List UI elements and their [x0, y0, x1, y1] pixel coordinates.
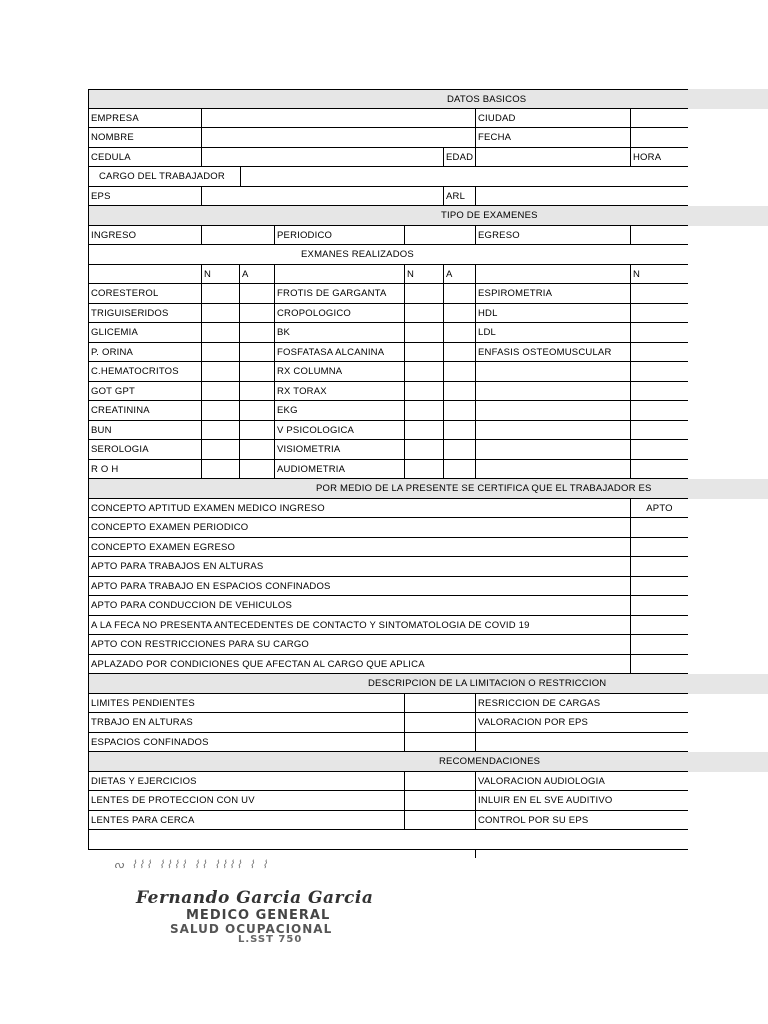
nombre-label: NOMBRE — [88, 128, 201, 148]
exam-name-col1: P. ORINA — [88, 343, 201, 363]
limitacion-title: DESCRIPCION DE LA LIMITACION O RESTRICCION — [88, 674, 688, 694]
datos-header-row — [88, 89, 768, 109]
exam-col-blank — [475, 265, 630, 285]
certifica-row — [88, 635, 768, 655]
exam-name-col1: C.HEMATOCRITOS — [88, 362, 201, 382]
certifica-checkbox[interactable] — [630, 577, 688, 597]
recomendacion-label-left: DIETAS Y EJERCICIOS — [88, 772, 404, 792]
exam-row — [88, 460, 768, 480]
medical-exam-form — [88, 89, 768, 858]
exam-n-checkbox[interactable] — [404, 401, 443, 421]
certifica-row — [88, 577, 768, 597]
exam-n-checkbox[interactable] — [404, 460, 443, 480]
exam-n-checkbox[interactable] — [404, 362, 443, 382]
stamp-name: Fernando Garcia Garcia — [136, 888, 374, 908]
certifica-row — [88, 655, 768, 675]
recomendacion-checkbox[interactable] — [404, 791, 475, 811]
exam-name-col3 — [475, 440, 630, 460]
exam-n-checkbox[interactable] — [630, 304, 688, 324]
limitacion-label-right: VALORACION POR EPS — [475, 713, 688, 733]
exam-name-col2: FROTIS DE GARGANTA — [274, 284, 404, 304]
exam-row — [88, 343, 768, 363]
exam-n-checkbox[interactable] — [201, 440, 239, 460]
trailing-line — [475, 850, 478, 858]
limitacion-checkbox[interactable] — [404, 733, 475, 753]
limitacion-row — [88, 713, 768, 733]
certifica-item-label: CONCEPTO EXAMEN EGRESO — [88, 538, 630, 558]
certifica-row — [88, 616, 768, 636]
exam-name-col3 — [475, 421, 630, 441]
eps-label: EPS — [88, 187, 201, 207]
exam-name-col2: BK — [274, 323, 404, 343]
exam-a-checkbox[interactable] — [443, 343, 475, 363]
blank-row — [88, 830, 768, 850]
certifica-checkbox[interactable] — [630, 616, 688, 636]
exam-a-checkbox[interactable] — [443, 304, 475, 324]
exam-n-checkbox[interactable] — [630, 460, 688, 480]
exam-name-col1: GOT GPT — [88, 382, 201, 402]
certifica-row — [88, 596, 768, 616]
certifica-item-label: A LA FECA NO PRESENTA ANTECEDENTES DE CONTACTO Y SINTOMATOLOGIA DE COVID 19 — [88, 616, 630, 636]
exam-a-checkbox[interactable] — [443, 460, 475, 480]
fecha-label: FECHA — [475, 128, 630, 148]
periodico-label: PERIODICO — [274, 226, 404, 246]
exam-n-checkbox[interactable] — [630, 440, 688, 460]
edad-field[interactable] — [475, 148, 630, 168]
exam-name-col1: SEROLOGIA — [88, 440, 201, 460]
certifica-item-label: APTO CON RESTRICCIONES PARA SU CARGO — [88, 635, 630, 655]
exam-name-col2: CROPOLOGICO — [274, 304, 404, 324]
recomendaciones-header-row — [88, 752, 768, 772]
certifica-row — [88, 557, 768, 577]
exam-row — [88, 323, 768, 343]
exam-a-checkbox[interactable] — [443, 362, 475, 382]
examenes-realizados-title: EXMANES REALIZADOS — [88, 245, 688, 265]
certifica-item-label: CONCEPTO EXAMEN PERIODICO — [88, 518, 630, 538]
certifica-row — [88, 518, 768, 538]
exam-n-checkbox[interactable] — [201, 304, 239, 324]
a-col-label: A — [443, 265, 475, 285]
exam-a-checkbox[interactable] — [239, 343, 274, 363]
doctor-stamp — [108, 850, 468, 950]
exam-a-checkbox[interactable] — [239, 440, 274, 460]
ciudad-field[interactable] — [630, 109, 688, 129]
header-shade — [688, 674, 768, 694]
exam-a-checkbox[interactable] — [239, 323, 274, 343]
exam-name-col3: ENFASIS OSTEOMUSCULAR — [475, 343, 630, 363]
exam-row — [88, 440, 768, 460]
exam-n-checkbox[interactable] — [201, 421, 239, 441]
exam-name-col1: R O H — [88, 460, 201, 480]
exam-name-col2: V PSICOLOGICA — [274, 421, 404, 441]
exam-a-checkbox[interactable] — [443, 323, 475, 343]
cargo-row — [88, 167, 768, 187]
exam-name-col3 — [475, 382, 630, 402]
blank-cell — [88, 830, 688, 850]
exam-name-col3 — [475, 401, 630, 421]
exam-name-col1: TRIGUISERIDOS — [88, 304, 201, 324]
exam-a-checkbox[interactable] — [239, 304, 274, 324]
exam-a-checkbox[interactable] — [239, 460, 274, 480]
recomendacion-label-right: VALORACION AUDIOLOGIA — [475, 772, 688, 792]
empresa-label: EMPRESA — [88, 109, 201, 129]
cedula-field[interactable] — [201, 148, 443, 168]
certifica-checkbox[interactable] — [630, 538, 688, 558]
exam-name-col3: ESPIROMETRIA — [475, 284, 630, 304]
header-shade — [688, 752, 768, 772]
certifica-item-label: CONCEPTO APTITUD EXAMEN MEDICO INGRESO — [88, 499, 630, 519]
recomendacion-row — [88, 772, 768, 792]
recomendacion-label-left: LENTES PARA CERCA — [88, 811, 404, 831]
certifica-item-label: APTO PARA CONDUCCION DE VEHICULOS — [88, 596, 630, 616]
exam-col-blank — [274, 265, 404, 285]
exam-name-col1: BUN — [88, 421, 201, 441]
exam-n-checkbox[interactable] — [630, 421, 688, 441]
exam-n-checkbox[interactable] — [404, 421, 443, 441]
exam-n-checkbox[interactable] — [404, 343, 443, 363]
certifica-title: POR MEDIO DE LA PRESENTE SE CERTIFICA QUE EL TRABAJADOR ES — [88, 479, 688, 499]
nombre-field[interactable] — [201, 128, 475, 148]
exam-a-checkbox[interactable] — [443, 382, 475, 402]
exam-a-checkbox[interactable] — [443, 284, 475, 304]
limitacion-label-right: RESRICCION DE CARGAS — [475, 694, 688, 714]
eps-field[interactable] — [201, 187, 443, 207]
exam-name-col2: AUDIOMETRIA — [274, 460, 404, 480]
exam-row — [88, 304, 768, 324]
limitacion-checkbox[interactable] — [404, 713, 475, 733]
certifica-checkbox[interactable] — [630, 635, 688, 655]
exam-n-checkbox[interactable] — [201, 343, 239, 363]
exam-n-checkbox[interactable] — [630, 284, 688, 304]
exam-name-col2: FOSFATASA ALCANINA — [274, 343, 404, 363]
exam-rows — [88, 284, 768, 479]
certifica-item-label: APTO PARA TRABAJO EN ESPACIOS CONFINADOS — [88, 577, 630, 597]
exam-row — [88, 421, 768, 441]
exam-a-checkbox[interactable] — [239, 362, 274, 382]
certifica-checkbox[interactable] — [630, 655, 688, 675]
n-col-label: N — [630, 265, 688, 285]
exam-name-col3: LDL — [475, 323, 630, 343]
exam-n-checkbox[interactable] — [201, 382, 239, 402]
egreso-label: EGRESO — [475, 226, 630, 246]
exam-name-col3 — [475, 460, 630, 480]
cert-rows — [88, 518, 768, 674]
exam-n-checkbox[interactable] — [630, 343, 688, 363]
exam-name-col3 — [475, 362, 630, 382]
a-col-label: A — [239, 265, 274, 285]
recomendacion-label-right: INLUIR EN EL SVE AUDITIVO — [475, 791, 688, 811]
ingreso-field[interactable] — [201, 226, 274, 246]
exam-a-checkbox[interactable] — [239, 401, 274, 421]
cargo-label: CARGO DEL TRABAJADOR — [88, 167, 240, 187]
exam-a-checkbox[interactable] — [239, 421, 274, 441]
examenes-col-header-row — [88, 265, 768, 285]
header-shade — [688, 206, 768, 226]
examenes-header-row — [88, 245, 768, 265]
eps-row — [88, 187, 768, 207]
empresa-field[interactable] — [201, 109, 475, 129]
exam-a-checkbox[interactable] — [443, 401, 475, 421]
exam-a-checkbox[interactable] — [443, 421, 475, 441]
certifica-row — [88, 538, 768, 558]
tipo-examenes-title: TIPO DE EXAMENES — [88, 206, 688, 226]
exam-n-checkbox[interactable] — [201, 323, 239, 343]
periodico-field[interactable] — [404, 226, 475, 246]
header-shade — [688, 479, 768, 499]
exam-name-col2: VISIOMETRIA — [274, 440, 404, 460]
exam-n-checkbox[interactable] — [630, 382, 688, 402]
exam-col-blank — [88, 265, 201, 285]
limitacion-label-left: ESPACIOS CONFINADOS — [88, 733, 404, 753]
exam-n-checkbox[interactable] — [630, 401, 688, 421]
exam-n-checkbox[interactable] — [201, 362, 239, 382]
exam-n-checkbox[interactable] — [630, 323, 688, 343]
exam-name-col1: GLICEMIA — [88, 323, 201, 343]
stamp-title: MEDICO GENERAL — [186, 908, 331, 923]
certifica-checkbox[interactable] — [630, 596, 688, 616]
exam-n-checkbox[interactable] — [404, 304, 443, 324]
recomendacion-checkbox[interactable] — [404, 811, 475, 831]
exam-n-checkbox[interactable] — [630, 362, 688, 382]
lim-rows — [88, 694, 768, 753]
certifica-checkbox[interactable] — [630, 557, 688, 577]
exam-name-col3: HDL — [475, 304, 630, 324]
egreso-field[interactable] — [630, 226, 688, 246]
ciudad-label: CIUDAD — [475, 109, 630, 129]
recomendacion-label-left: LENTES DE PROTECCION CON UV — [88, 791, 404, 811]
limitacion-header-row — [88, 674, 768, 694]
exam-a-checkbox[interactable] — [239, 382, 274, 402]
exam-n-checkbox[interactable] — [404, 382, 443, 402]
hora-label: HORA — [630, 148, 688, 168]
limitacion-label-left: TRBAJO EN ALTURAS — [88, 713, 404, 733]
ingreso-label: INGRESO — [88, 226, 201, 246]
arl-label: ARL — [443, 187, 475, 207]
exam-n-checkbox[interactable] — [404, 440, 443, 460]
fecha-field[interactable] — [630, 128, 688, 148]
recomendacion-checkbox[interactable] — [404, 772, 475, 792]
exam-n-checkbox[interactable] — [201, 284, 239, 304]
recomendacion-row — [88, 811, 768, 831]
apto-label: APTO — [630, 499, 688, 519]
limitacion-row — [88, 733, 768, 753]
nombre-row — [88, 128, 768, 148]
header-shade — [688, 89, 768, 109]
empresa-row — [88, 109, 768, 129]
exam-name-col2: RX COLUMNA — [274, 362, 404, 382]
recomendacion-label-right: CONTROL POR SU EPS — [475, 811, 688, 831]
tipo-row — [88, 226, 768, 246]
tipo-header-row — [88, 206, 768, 226]
exam-a-checkbox[interactable] — [239, 284, 274, 304]
stamp-specialty: SALUD OCUPACIONAL — [170, 922, 333, 936]
arl-field[interactable] — [475, 187, 688, 207]
exam-n-checkbox[interactable] — [201, 401, 239, 421]
limitacion-row — [88, 694, 768, 714]
exam-name-col1: CORESTEROL — [88, 284, 201, 304]
exam-row — [88, 362, 768, 382]
limitacion-label-left: LIMITES PENDIENTES — [88, 694, 404, 714]
exam-name-col2: RX TORAX — [274, 382, 404, 402]
certifica-header-row — [88, 479, 768, 499]
exam-n-checkbox[interactable] — [404, 323, 443, 343]
certifica-row — [88, 499, 768, 519]
cargo-field[interactable] — [240, 167, 688, 187]
n-col-label: N — [404, 265, 443, 285]
limitacion-label-right — [475, 733, 688, 753]
signature-scribble: ᔓ ⌇⌇⌇ ⌇⌇⌇⌇ ⌇⌇ ⌇⌇⌇⌇ ⌇ ⌇ — [114, 858, 270, 871]
recomendaciones-title: RECOMENDACIONES — [88, 752, 688, 772]
rec-rows — [88, 772, 768, 831]
cedula-label: CEDULA — [88, 148, 201, 168]
exam-name-col2: EKG — [274, 401, 404, 421]
exam-n-checkbox[interactable] — [404, 284, 443, 304]
limitacion-checkbox[interactable] — [404, 694, 475, 714]
exam-a-checkbox[interactable] — [443, 440, 475, 460]
exam-name-col1: CREATININA — [88, 401, 201, 421]
edad-label: EDAD — [443, 148, 475, 168]
exam-n-checkbox[interactable] — [201, 460, 239, 480]
certifica-item-label: APTO PARA TRABAJOS EN ALTURAS — [88, 557, 630, 577]
exam-row — [88, 284, 768, 304]
cedula-row — [88, 148, 768, 168]
recomendacion-row — [88, 791, 768, 811]
n-col-label: N — [201, 265, 239, 285]
stamp-license: L.SST 750 — [238, 934, 303, 945]
exam-row — [88, 401, 768, 421]
certifica-checkbox[interactable] — [630, 518, 688, 538]
datos-basicos-title: DATOS BASICOS — [88, 89, 688, 109]
exam-row — [88, 382, 768, 402]
certifica-item-label: APLAZADO POR CONDICIONES QUE AFECTAN AL CARGO QUE APLICA — [88, 655, 630, 675]
